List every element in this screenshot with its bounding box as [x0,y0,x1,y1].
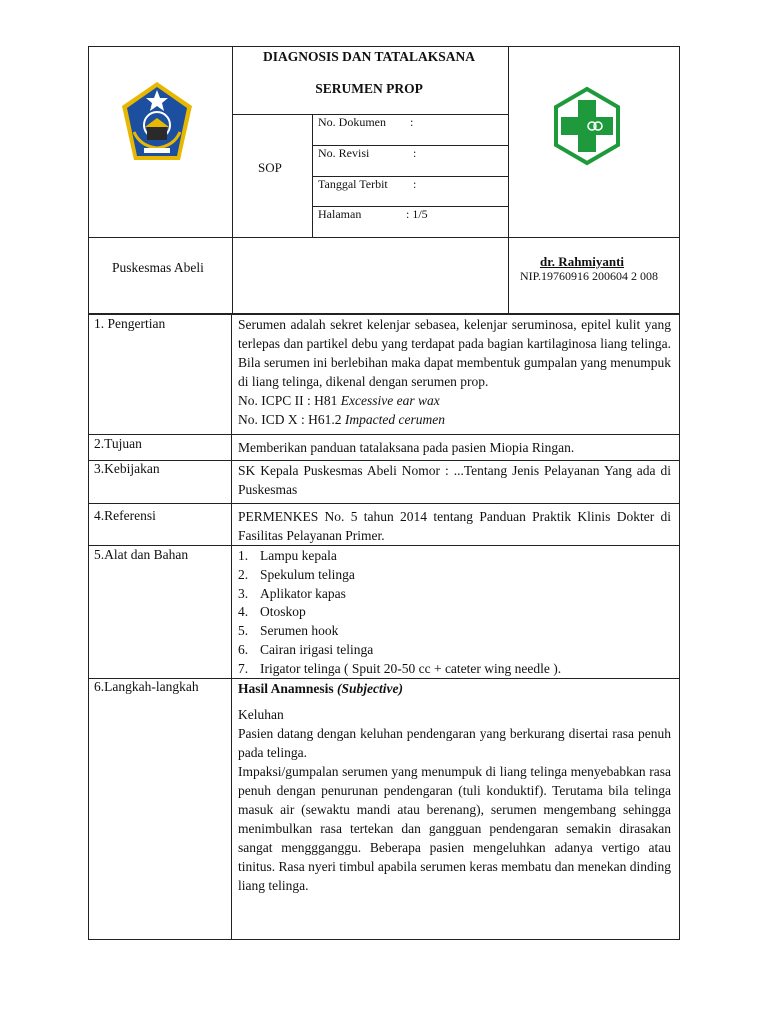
row-line-3 [88,503,680,504]
keluhan-subheading: Keluhan [238,707,284,722]
content-referensi: PERMENKES No. 5 tahun 2014 tentang Panduan Praktik Klinis Dokter di Fasilitas Pelayanan Primer. [238,509,671,543]
icpc-code [238,391,671,410]
content-tujuan: Memberikan panduan tatalaksana pada pasien Miopia Ringan. [238,440,575,455]
list-number: 3. [238,585,249,601]
meta-label-revisi: No. Revisi [318,146,370,160]
list-text: Aplikator kapas [260,585,346,601]
meta-value-halaman: : 1/5 [406,207,428,221]
list-number: 6. [238,641,249,657]
label-alat-bahan: 5.Alat dan Bahan [94,547,189,562]
list-item [238,621,671,640]
document-title-line2: SERUMEN PROP [315,81,423,96]
meta-value-revisi: : [413,146,417,160]
label-langkah: 6.Langkah-langkah [94,679,199,694]
institution-name: Puskesmas Abeli [112,260,204,275]
health-cross-logo-icon [552,86,622,166]
content-alat-bahan [238,546,671,678]
document-title-line1: DIAGNOSIS DAN TATALAKSANA [262,49,476,64]
list-number: 7. [238,660,249,676]
list-number: 4. [238,604,249,620]
meta-value-tanggal: : [413,177,417,191]
anamnesis-heading-em: (Subjective) [337,681,404,696]
list-number: 1. [238,548,249,563]
header-line-bottom [88,237,680,238]
list-number: 5. [238,623,249,639]
alat-list [238,546,671,678]
signer-name: dr. Rahmiyanti [540,254,625,269]
content-kebijakan: SK Kepala Puskesmas Abeli Nomor : ...Tentang Jenis Pelayanan Yang ada di Puskesmas [238,463,671,497]
list-item [238,659,671,678]
header-divider-right [508,46,509,314]
list-item [238,546,671,565]
list-item [238,640,671,659]
keluhan-para2: Impaksi/gumpalan serumen yang menumpuk di liang telinga menyebabkan rasa penuh dengan penurunan pendengaran (tuli konduktif). Terutama bila telinga masuk air (sewaktu mandi atau berenang), serumen mengembang sehingga menimbulkan rasa tertekan dan gangguan pendengaran semakin dirasakan sangat menggganggu. Beberapa pasien mengeluhkan adanya vertigo atau tinitus. Rasa nyeri timbul apabila serumen keras membatu dan menekan dinding liang telinga. [238,764,672,893]
content-column-divider [231,314,232,940]
keluhan-para1: Pasien datang dengan keluhan pendengaran yang berkurang disertai rasa penuh pada telinga. [238,726,671,760]
label-referensi: 4.Referensi [94,508,156,523]
list-item [238,565,671,584]
sop-label: SOP [258,160,282,175]
list-text: Spekulum telinga [260,566,355,582]
meta-label-tanggal: Tanggal Terbit [318,177,388,191]
icd-prefix: No. ICD X : H61.2 [238,412,345,427]
icd-term: Impacted cerumen [344,412,445,427]
list-item [238,602,671,621]
anamnesis-heading [238,679,671,698]
label-tujuan: 2.Tujuan [94,436,142,451]
icpc-prefix: No. ICPC II : H81 [238,393,341,408]
list-number: 2. [238,566,249,582]
list-text: Irigator telinga ( Spuit 20-50 cc + cateter wing needle ). [260,660,562,676]
content-langkah [238,679,671,895]
list-text: Otoskop [260,604,306,620]
content-pengertian [238,315,671,429]
label-kebijakan: 3.Kebijakan [94,461,160,476]
meta-label-halaman: Halaman [318,207,362,221]
list-item [238,584,671,603]
icpc-term: Excessive ear wax [340,393,440,408]
list-text: Lampu kepala [260,548,337,563]
label-pengertian: 1. Pengertian [94,316,166,331]
pengertian-text: Serumen adalah sekret kelenjar sebasea, kelenjar seruminosa, epitel kulit yang terlepas dan partikel debu yang terdapat pada bagian kartilaginosa liang telinga. Bila serumen ini berlebihan maka dapat membentuk gumpalan yang menumpuk di liang telinga, dikenal dengan serumen prop. [238,317,671,389]
anamnesis-heading-text: Hasil Anamnesis [238,681,338,696]
meta-value-dokumen: : [410,115,414,129]
row-line-1 [88,434,680,435]
list-text: Serumen hook [260,623,339,639]
regional-emblem-icon [120,80,194,164]
icd-code [238,410,671,429]
list-text: Cairan irigasi telinga [260,641,374,657]
meta-label-dokumen: No. Dokumen [318,115,386,129]
signer-nip: NIP.19760916 200604 2 008 [520,269,659,283]
